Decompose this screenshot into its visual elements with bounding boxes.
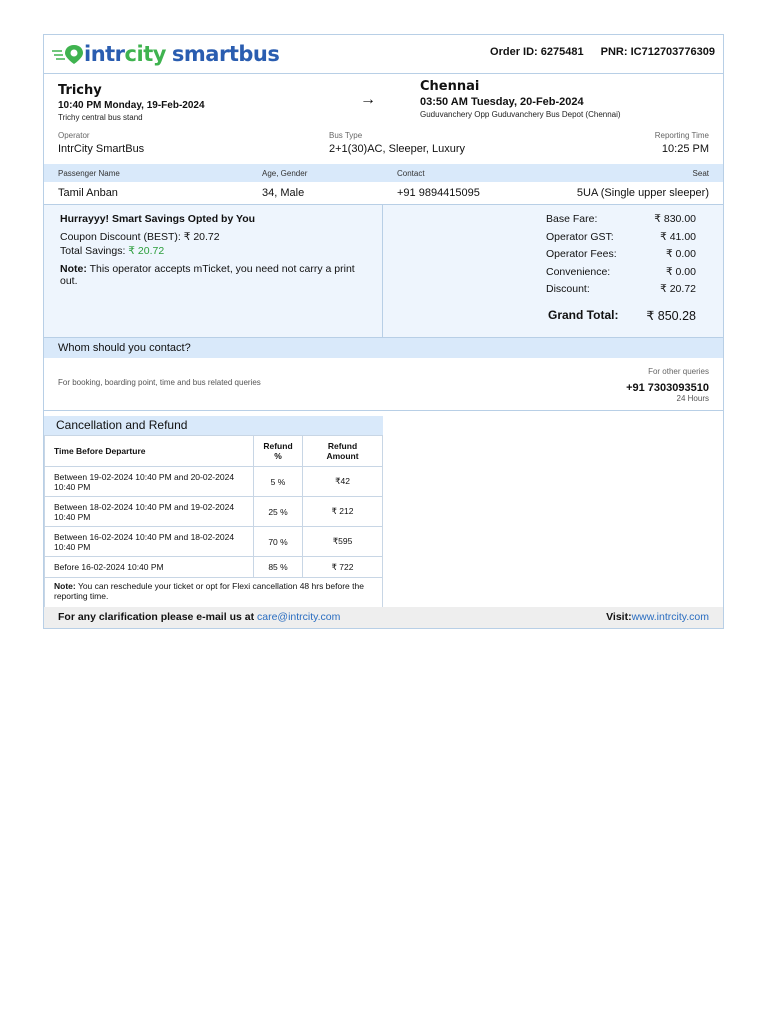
- coupon-discount: Coupon Discount (BEST): ₹ 20.72: [60, 231, 220, 243]
- cancellation-table: Time Before Departure Refund % Refund Amount Between 19-02-2024 10:40 PM and 20-02-2024 10:40 PM 5 % ₹42 Between 18-02-2024 10:40 PM and 19-02-2024 10:40 PM 25 % ₹ 212 Between 16-02-2024 10:40 PM and 18-02-2024 10:40 PM 70 % ₹595 Before 16-02-2024 10:40 PM 85 % ₹ 722: [44, 435, 383, 578]
- passenger-age-gender: 34, Male: [262, 187, 305, 199]
- ticket: [43, 34, 724, 629]
- pnr-number: PNR: IC712703776309: [600, 46, 715, 58]
- brand-wordmark: intrcity smartbus: [84, 42, 280, 66]
- passenger-seat: 5UA (Single upper sleeper): [576, 187, 709, 199]
- boarding-point: Trichy central bus stand: [58, 113, 143, 122]
- table-row: Before 16-02-2024 10:40 PM 85 % ₹ 722: [45, 557, 383, 578]
- location-pin-icon: [52, 43, 84, 65]
- grand-total: Grand Total: ₹ 850.28: [548, 307, 696, 323]
- savings-panel: [60, 213, 370, 289]
- fare-row: Operator Fees: ₹ 0.00: [546, 248, 696, 260]
- order-identifiers: [476, 46, 715, 58]
- total-savings: Total Savings: ₹ 20.72: [60, 245, 165, 257]
- reporting-time-block: Reporting Time 10:25 PM: [654, 131, 709, 155]
- footer-website: Visit:www.intrcity.com: [606, 611, 709, 623]
- cancellation-title: Cancellation and Refund: [44, 416, 383, 435]
- footer-email-text: For any clarification please e-mail us at care@intrcity.com: [58, 611, 341, 623]
- contact-section: [44, 358, 723, 411]
- contact-description: For booking, boarding point, time and bus related queries: [58, 378, 261, 387]
- dropping-point: Guduvanchery Opp Guduvanchery Bus Depot (Chennai): [420, 110, 621, 119]
- passenger-contact: +91 9894415095: [397, 187, 480, 199]
- ticket-footer: [44, 607, 723, 628]
- brand-logo: [52, 39, 279, 69]
- fare-row: Operator GST: ₹ 41.00: [546, 230, 696, 243]
- destination: [420, 79, 621, 119]
- fare-row: Discount: ₹ 20.72: [546, 283, 696, 295]
- ticket-header: [44, 35, 723, 74]
- fare-divider: [382, 205, 383, 337]
- order-id: Order ID: 6275481: [490, 46, 584, 58]
- reschedule-note: Note: You can reschedule your ticket or opt for Flexi cancellation 48 hrs before the reporting time.: [44, 578, 383, 609]
- operator-name: IntrCity SmartBus: [58, 143, 145, 155]
- fare-section: [44, 205, 723, 338]
- bus-type-block: Bus Type 2+1(30)AC, Sleeper, Luxury: [329, 131, 466, 155]
- journey-section: [44, 73, 723, 125]
- arrow-right-icon: →: [360, 91, 376, 108]
- contact-heading: Whom should you contact?: [44, 338, 723, 358]
- support-contact: For other queries +91 7303093510 24 Hours: [626, 367, 709, 403]
- mticket-note: Note: This operator accepts mTicket, you need not carry a print out.: [60, 263, 355, 287]
- arrival-time: 03:50 AM Tuesday, 20-Feb-2024: [420, 96, 584, 108]
- fare-row: Convenience: ₹ 0.00: [546, 265, 696, 278]
- table-row: Between 18-02-2024 10:40 PM and 19-02-2024 10:40 PM 25 % ₹ 212: [45, 497, 383, 527]
- origin-city: Trichy: [58, 83, 102, 98]
- origin: [58, 83, 205, 122]
- table-row: Between 19-02-2024 10:40 PM and 20-02-2024 10:40 PM 5 % ₹42: [45, 467, 383, 497]
- website-link[interactable]: www.intrcity.com: [631, 611, 709, 623]
- operator-block: Operator IntrCity SmartBus: [58, 131, 145, 155]
- departure-time: 10:40 PM Monday, 19-Feb-2024: [58, 100, 205, 111]
- fare-breakdown: [546, 213, 696, 328]
- cancellation-section: [44, 416, 383, 609]
- destination-city: Chennai: [420, 79, 480, 94]
- support-phone[interactable]: +91 7303093510: [626, 382, 709, 394]
- table-row: Between 16-02-2024 10:40 PM and 18-02-2024 10:40 PM 70 % ₹595: [45, 527, 383, 557]
- fare-row: Base Fare: ₹ 830.00: [546, 213, 696, 225]
- savings-title: Hurrayyy! Smart Savings Opted by You: [60, 213, 256, 225]
- bus-type: 2+1(30)AC, Sleeper, Luxury: [329, 143, 466, 155]
- passenger-table-header: Passenger Name Age, Gender Contact Seat: [44, 164, 723, 182]
- trip-details: [44, 131, 723, 163]
- support-email-link[interactable]: care@intrcity.com: [257, 611, 341, 623]
- passenger-name: Tamil Anban: [58, 187, 118, 199]
- passenger-row: [44, 182, 723, 205]
- reporting-time: 10:25 PM: [661, 143, 709, 155]
